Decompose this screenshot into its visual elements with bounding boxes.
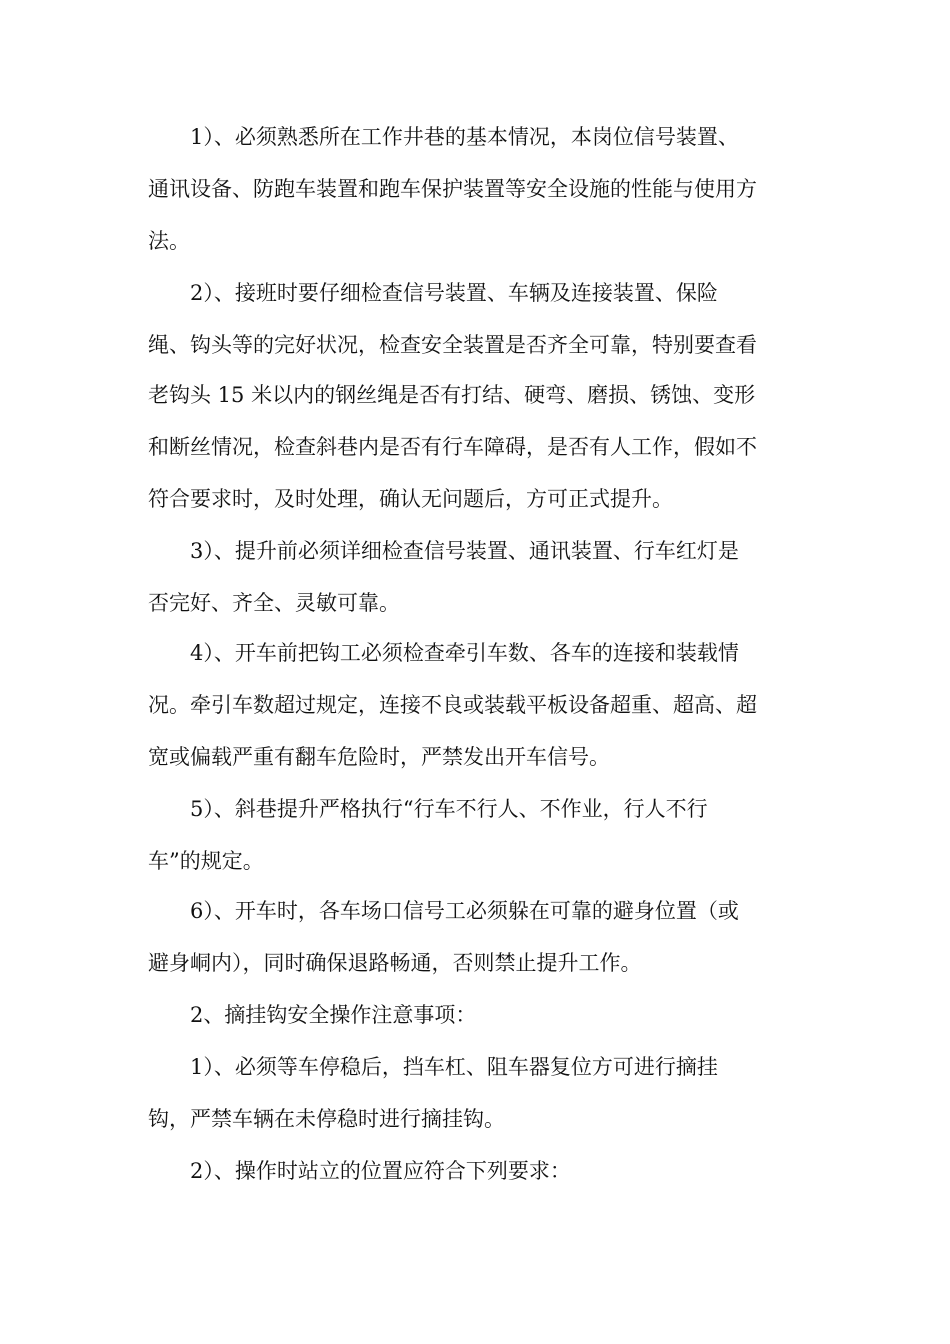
text-line-17: 避身峒内），同时确保退路畅通，否则禁止提升工作。 <box>148 951 642 975</box>
text-line-13: 宽或偏载严重有翻车危险时，严禁发出开车信号。 <box>148 745 610 769</box>
text-line-14: 5）、斜巷提升严格执行“行车不行人、不作业，行人不行 <box>190 797 708 821</box>
text-line-4: 2）、接班时要仔细检查信号装置、车辆及连接装置、保险 <box>190 281 718 305</box>
text-line-15: 车”的规定。 <box>148 849 264 873</box>
section-heading: 2、摘挂钩安全操作注意事项： <box>190 1003 477 1027</box>
text-line-12: 况。牵引车数超过规定，连接不良或装载平板设备超重、超高、超 <box>148 693 757 717</box>
text-line-21: 2）、操作时站立的位置应符合下列要求： <box>190 1159 571 1183</box>
text-line-11: 4）、开车前把钩工必须检查牵引车数、各车的连接和装载情 <box>190 641 739 665</box>
text-line-2: 通讯设备、防跑车装置和跑车保护装置等安全设施的性能与使用方 <box>148 177 757 201</box>
text-line-7: 和断丝情况，检查斜巷内是否有行车障碍，是否有人工作，假如不 <box>148 435 757 459</box>
text-line-8: 符合要求时，及时处理，确认无问题后，方可正式提升。 <box>148 487 673 511</box>
text-line-9: 3）、提升前必须详细检查信号装置、通讯装置、行车红灯是 <box>190 539 739 563</box>
text-line-3: 法。 <box>148 229 190 253</box>
text-line-20: 钩，严禁车辆在未停稳时进行摘挂钩。 <box>148 1107 505 1131</box>
text-line-10: 否完好、齐全、灵敏可靠。 <box>148 591 400 615</box>
text-line-16: 6）、开车时，各车场口信号工必须躲在可靠的避身位置（或 <box>190 899 739 923</box>
text-line-1: 1）、必须熟悉所在工作井巷的基本情况，本岗位信号装置、 <box>190 125 739 149</box>
text-line-19: 1）、必须等车停稳后，挡车杠、阻车器复位方可进行摘挂 <box>190 1055 718 1079</box>
text-line-6: 老钩头 15 米以内的钢丝绳是否有打结、硬弯、磨损、锈蚀、变形 <box>148 383 756 407</box>
text-line-5: 绳、钩头等的完好状况，检查安全装置是否齐全可靠，特别要查看 <box>148 333 757 357</box>
